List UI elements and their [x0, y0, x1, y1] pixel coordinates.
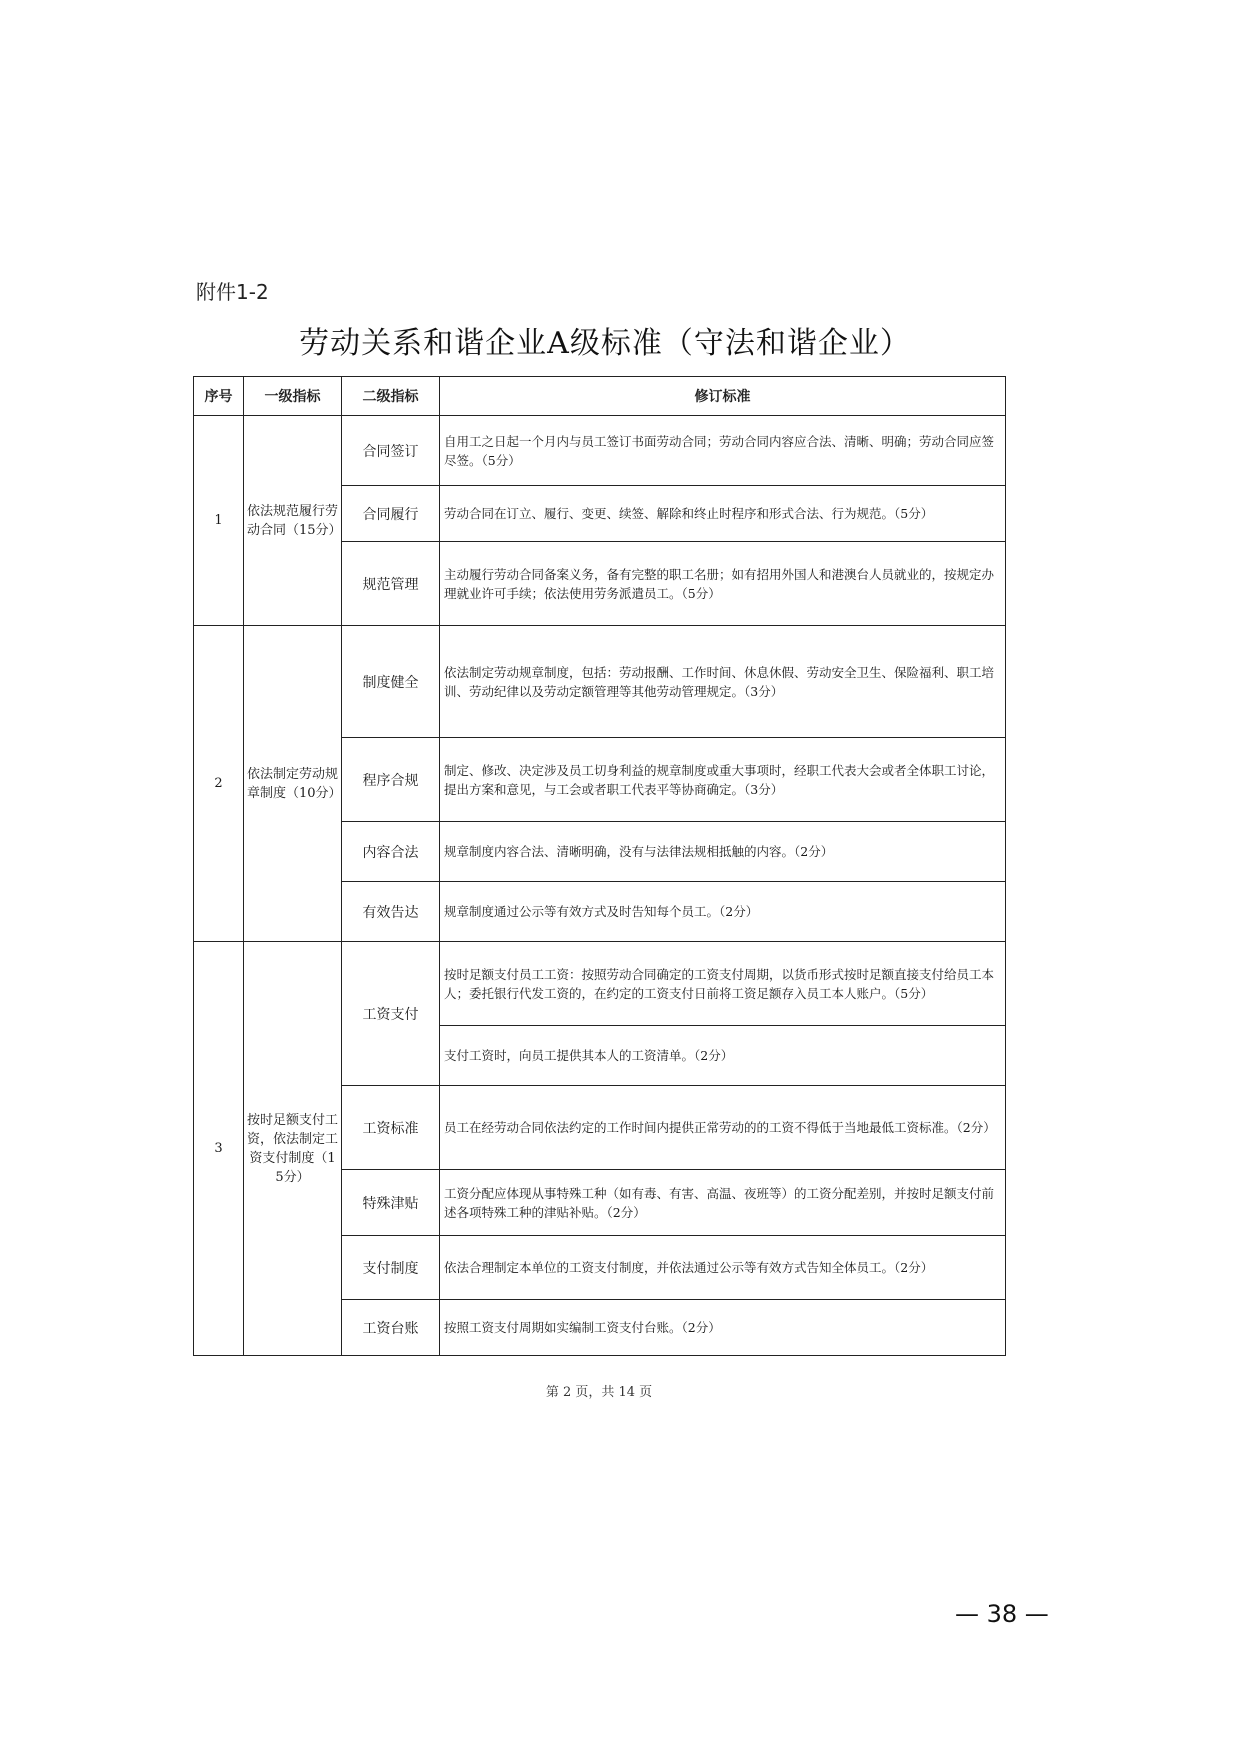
header-criterion: 修订标准 — [440, 377, 1006, 416]
table-row — [194, 626, 1006, 738]
document-title: 劳动关系和谐企业A级标准（守法和谐企业） — [299, 326, 911, 361]
table-header-row — [194, 377, 1006, 416]
criterion-text: 依法制定劳动规章制度，包括：劳动报酬、工作时间、休息休假、劳动安全卫生、保险福利、职工培训、劳动纪律以及劳动定额管理等其他劳动管理规定。（3分） — [440, 626, 1006, 738]
header-level2: 二级指标 — [342, 377, 440, 416]
level1-indicator: 依法制定劳动规章制度（10分） — [244, 626, 342, 942]
header-seq: 序号 — [194, 377, 244, 416]
seq-cell: 3 — [194, 942, 244, 1356]
level2-indicator: 工资支付 — [342, 942, 440, 1086]
seq-cell: 1 — [194, 416, 244, 626]
level2-indicator: 特殊津贴 — [342, 1170, 440, 1236]
level1-indicator: 按时足额支付工资，依法制定工资支付制度（15分） — [244, 942, 342, 1356]
criterion-text: 规章制度内容合法、清晰明确，没有与法律法规相抵触的内容。（2分） — [440, 822, 1006, 882]
level2-indicator: 有效告达 — [342, 882, 440, 942]
criterion-text: 工资分配应体现从事特殊工种（如有毒、有害、高温、夜班等）的工资分配差别，并按时足额支付前述各项特殊工种的津贴补贴。（2分） — [440, 1170, 1006, 1236]
level2-indicator: 支付制度 — [342, 1236, 440, 1300]
criterion-text: 劳动合同在订立、履行、变更、续签、解除和终止时程序和形式合法、行为规范。（5分） — [440, 486, 1006, 542]
page-number: — 38 — — [955, 1600, 1049, 1628]
level2-indicator: 工资台账 — [342, 1300, 440, 1356]
criterion-text: 规章制度通过公示等有效方式及时告知每个员工。（2分） — [440, 882, 1006, 942]
level2-indicator: 程序合规 — [342, 738, 440, 822]
table-row — [194, 416, 1006, 486]
criterion-text: 主动履行劳动合同备案义务，备有完整的职工名册；如有招用外国人和港澳台人员就业的，按规定办理就业许可手续；依法使用劳务派遣员工。（5分） — [440, 542, 1006, 626]
level2-indicator: 合同履行 — [342, 486, 440, 542]
attachment-label: 附件1-2 — [196, 280, 269, 304]
standards-table — [193, 376, 1006, 1356]
level1-indicator: 依法规范履行劳动合同（15分） — [244, 416, 342, 626]
level2-indicator: 制度健全 — [342, 626, 440, 738]
criterion-text: 支付工资时，向员工提供其本人的工资清单。（2分） — [440, 1026, 1006, 1086]
table-row — [194, 942, 1006, 1026]
criterion-text: 自用工之日起一个月内与员工签订书面劳动合同；劳动合同内容应合法、清晰、明确；劳动合同应签尽签。（5分） — [440, 416, 1006, 486]
criterion-text: 员工在经劳动合同依法约定的工作时间内提供正常劳动的的工资不得低于当地最低工资标准。（2分） — [440, 1086, 1006, 1170]
page-info: 第 2 页，共 14 页 — [545, 1385, 653, 1400]
level2-indicator: 工资标准 — [342, 1086, 440, 1170]
level2-indicator: 内容合法 — [342, 822, 440, 882]
criterion-text: 按照工资支付周期如实编制工资支付台账。（2分） — [440, 1300, 1006, 1356]
header-level1: 一级指标 — [244, 377, 342, 416]
criterion-text: 按时足额支付员工工资：按照劳动合同确定的工资支付周期，以货币形式按时足额直接支付给员工本人；委托银行代发工资的，在约定的工资支付日前将工资足额存入员工本人账户。（5分） — [440, 942, 1006, 1026]
criterion-text: 制定、修改、决定涉及员工切身利益的规章制度或重大事项时，经职工代表大会或者全体职工讨论，提出方案和意见，与工会或者职工代表平等协商确定。（3分） — [440, 738, 1006, 822]
level2-indicator: 合同签订 — [342, 416, 440, 486]
criterion-text: 依法合理制定本单位的工资支付制度，并依法通过公示等有效方式告知全体员工。（2分） — [440, 1236, 1006, 1300]
level2-indicator: 规范管理 — [342, 542, 440, 626]
seq-cell: 2 — [194, 626, 244, 942]
